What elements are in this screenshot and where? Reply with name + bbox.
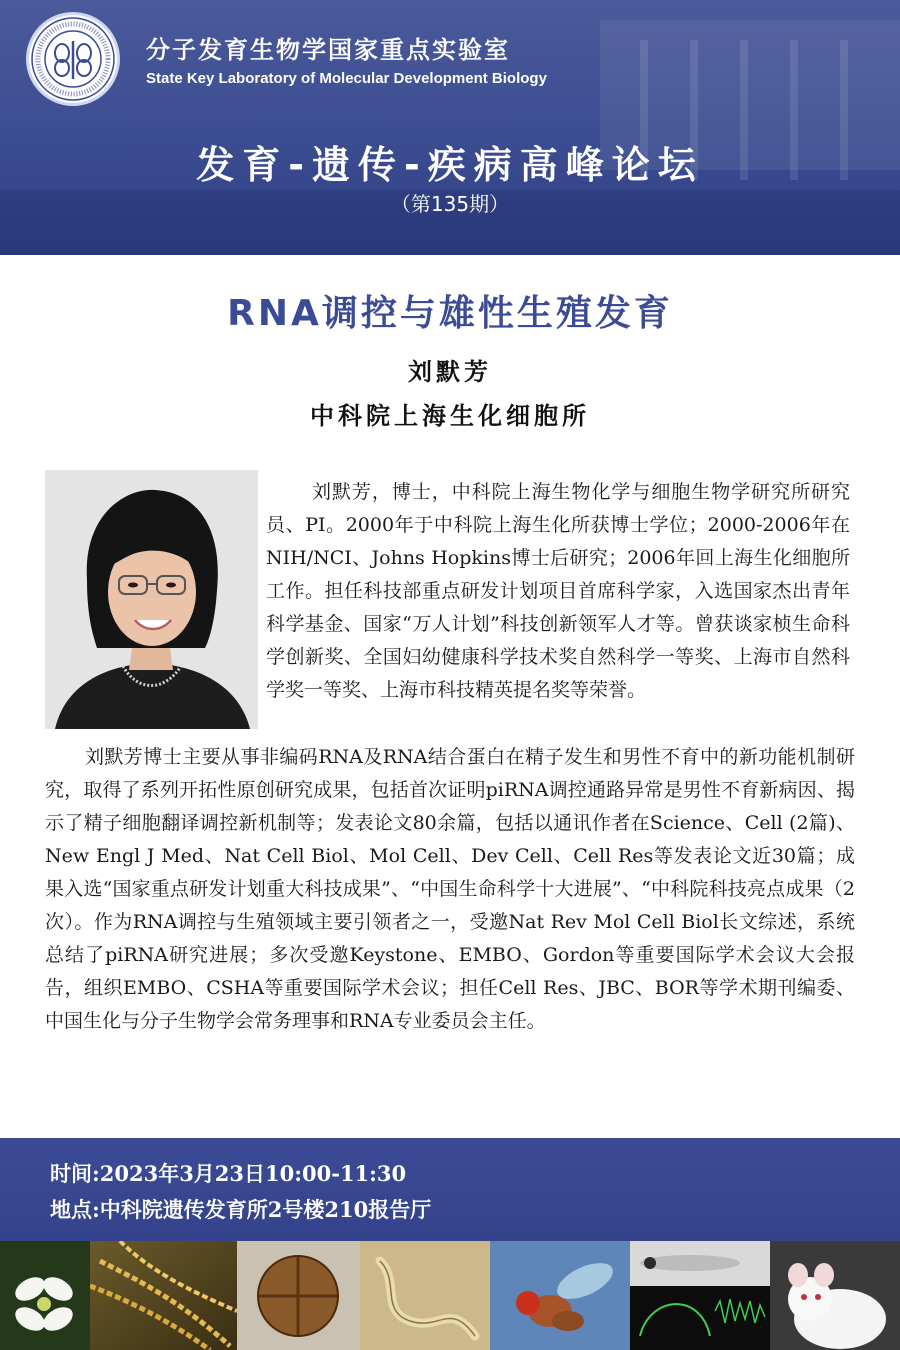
speaker-photo [45,470,258,729]
event-info-band [0,1138,900,1241]
forum-title: 发育-遗传-疾病高峰论坛 [196,143,704,187]
lab-logo [26,12,120,106]
lab-name-cn: 分子发育生物学国家重点实验室 [146,36,510,64]
speaker-name: 刘默芳 [408,358,492,386]
mouse-icon [770,1241,900,1350]
zebrafish-image [630,1241,770,1350]
embryo-image [237,1241,360,1350]
mouse-image [770,1241,900,1350]
header-banner [0,0,900,255]
bio-paragraph-2: 刘默芳博士主要从事非编码RNA及RNA结合蛋白在精子发生和男性不育中的新功能机制研究，取得了系列开拓性原创研究成果，包括首次证明piRNA调控通路异常是男性不育新病因、揭示了精子细胞翻译调控新机制等；发表论文80余篇，包括以通讯作者在Science、Cell (2篇)、New Engl J Med、Nat Cell Biol、Mol Cell、Dev Cell、Cell Res等发表论文近30篇；成果入选“国家重点研发计划重大科技成果”、“中国生命科学十大进展”、“中科院科技亮点成果（2次）。作为RNA调控与生殖领域主要引领者之一，受邀Nat Rev Mol Cell Biol长文综述，系统总结了piRNA研究进展；多次受邀Keystone、EMBO、Gordon等重要国际学术会议大会报告，组织EMBO、CSHA等重要国际学术会议；担任Cell Res、JBC、BOR等学术期刊编委、中国生化与分子生物学会常务理事和RNA专业委员会主任。 [45,746,855,1032]
fruit-fly-image [490,1241,630,1350]
nematode-image [360,1241,490,1350]
lab-logo-icon [29,15,117,103]
embryo-icon [237,1241,360,1350]
talk-title: RNA调控与雄性生殖发育 [227,293,673,334]
rice-image [90,1241,237,1350]
speaker-affiliation: 中科院上海生化细胞所 [310,402,590,430]
speaker-portrait-icon [45,470,258,729]
event-place: 地点:中科院遗传发育所2号楼210报告厅 [50,1197,432,1222]
flower-icon [0,1241,90,1350]
model-organism-strip [0,1241,900,1350]
arabidopsis-flower-image [0,1241,90,1350]
lab-name-en: State Key Laboratory of Molecular Development Biology [146,70,547,87]
zebrafish-icon [630,1241,770,1350]
event-time: 时间:2023年3月23日10:00-11:30 [50,1161,407,1186]
rice-icon [90,1241,237,1350]
issue-number: （第135期） [390,192,510,216]
fly-icon [490,1241,630,1350]
bio-paragraph-1: 刘默芳，博士，中科院上海生物化学与细胞生物学研究所研究员、PI。2000年于中科院上海生化所获博士学位；2000-2006年在NIH/NCI、Johns Hopkins博士后研究；2006年回上海生化细胞所工作。担任科技部重点研发计划项目首席科学家，入选国家杰出青年科学基金、国家“万人计划”科技创新领军人才等。曾获谈家桢生命科学创新奖、全国妇幼健康科学技术奖自然科学一等奖、上海市自然科学奖一等奖、上海市科技精英提名奖等荣誉。 [266,481,850,701]
worm-icon [360,1241,490,1350]
